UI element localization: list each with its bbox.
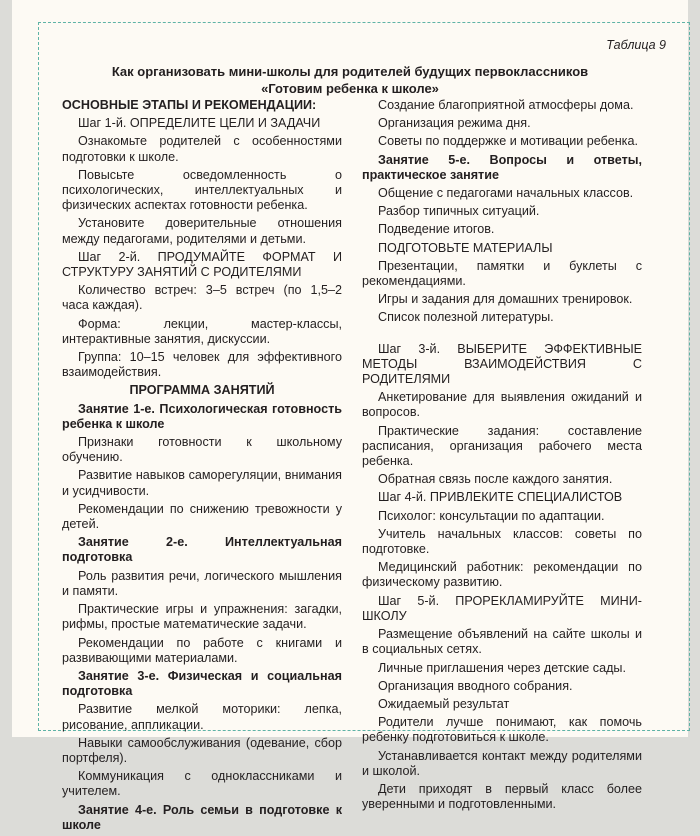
paragraph: Развитие мелкой моторики: лепка, рисование, аппликации.: [62, 702, 342, 732]
paragraph: Устанавливается контакт между родителями и школой.: [362, 748, 642, 778]
section-heading: ОСНОВНЫЕ ЭТАПЫ И РЕКОМЕНДАЦИИ:: [62, 98, 317, 112]
paragraph: Игры и задания для домашних тренировок.: [378, 292, 633, 307]
paragraph: Психолог: консультации по адаптации.: [378, 508, 605, 523]
table-title: [44, 63, 656, 97]
paragraph: Количество встреч: 3–5 встреч (по 1,5–2 часа каждая).: [62, 283, 342, 313]
paragraph: Установите доверительные отношения между педагогами, родителями и детьми.: [62, 216, 342, 246]
paragraph: Шаг 4-й. ПРИВЛЕКИТЕ СПЕЦИАЛИСТОВ: [378, 490, 623, 505]
paragraph: Развитие навыков саморегуляции, внимания и усидчивости.: [62, 468, 342, 498]
title-line-2: «Готовим ребенка к школе»: [261, 81, 439, 96]
paragraph: Личные приглашения через детские сады.: [378, 660, 626, 675]
paragraph: Шаг 2-й. ПРОДУМАЙТЕ ФОРМАТ И СТРУКТУРУ ЗАНЯТИЙ С РОДИТЕЛЯМИ: [62, 249, 342, 280]
paragraph: Родители лучше понимают, как помочь ребенку подготовиться к школе.: [362, 715, 642, 745]
paragraph: Обратная связь после каждого занятия.: [378, 472, 613, 487]
lesson-heading: Занятие 5-е. Вопросы и ответы, практическое занятие: [362, 152, 642, 182]
paragraph: Повысьте осведомленность о психологических, интеллектуальных и физических аспектах готовности ребенка.: [62, 167, 342, 213]
paragraph: Шаг 3-й. ВЫБЕРИТЕ ЭФФЕКТИВНЫЕ МЕТОДЫ ВЗАИМОДЕЙСТВИЯ С РОДИТЕЛЯМИ: [362, 341, 642, 387]
paragraph: Общение с педагогами начальных классов.: [378, 186, 634, 201]
paragraph: Размещение объявлений на сайте школы и в социальных сетях.: [362, 627, 642, 657]
paragraph: Организация вводного собрания.: [378, 678, 573, 693]
paragraph: Шаг 5-й. ПРОРЕКЛАМИРУЙТЕ МИНИ-ШКОЛУ: [362, 593, 642, 623]
paragraph: Список полезной литературы.: [378, 310, 554, 325]
right-column: [362, 98, 642, 815]
paragraph: Группа: 10–15 человек для эффективного взаимодействия.: [62, 350, 342, 380]
paragraph: Практические игры и упражнения: загадки, рифмы, простые математические задачи.: [62, 602, 342, 632]
paragraph: Роль развития речи, логического мышления и памяти.: [62, 568, 342, 598]
paragraph: Форма: лекции, мастер-классы, интерактивные занятия, дискуссии.: [62, 316, 342, 346]
paragraph: Коммуникация с одноклассниками и учителем.: [62, 769, 342, 799]
paragraph: Организация режима дня.: [378, 116, 531, 131]
paragraph: Разбор типичных ситуаций.: [378, 204, 540, 219]
paragraph: ПОДГОТОВЬТЕ МАТЕРИАЛЫ: [378, 240, 553, 255]
paragraph: Медицинский работник: рекомендации по физическому развитию.: [362, 560, 642, 590]
paragraph: Учитель начальных классов: советы по подготовке.: [362, 526, 642, 557]
lesson-heading: Занятие 3-е. Физическая и социальная подготовка: [62, 668, 342, 699]
paragraph: Практические задания: составление расписания, организация рабочего места ребенка.: [362, 423, 642, 469]
paragraph: Ожидаемый результат: [378, 696, 510, 711]
paragraph: Признаки готовности к школьному обучению.: [62, 435, 342, 465]
paragraph: Создание благоприятной атмосферы дома.: [378, 98, 634, 112]
paragraph: Подведение итогов.: [378, 222, 495, 237]
paragraph: Ознакомьте родителей с особенностями подготовки к школе.: [62, 134, 342, 164]
lesson-heading: Занятие 1-е. Психологическая готовность ребенка к школе: [62, 401, 342, 431]
paragraph: Анкетирование для выявления ожиданий и вопросов.: [362, 390, 642, 420]
title-line-1: Как организовать мини-школы для родителей будущих первоклассников: [111, 64, 589, 79]
paragraph: Советы по поддержке и мотивации ребенка.: [378, 134, 638, 149]
paragraph: Шаг 1-й. ОПРЕДЕЛИТЕ ЦЕЛИ И ЗАДАЧИ: [78, 116, 321, 131]
paragraph: Навыки самообслуживания (одевание, сбор портфеля).: [62, 735, 342, 765]
lesson-heading: Занятие 4-е. Роль семьи в подготовке к школе: [62, 802, 342, 832]
section-heading: ПРОГРАММА ЗАНЯТИЙ: [129, 383, 275, 398]
paragraph: Рекомендации по работе с книгами и развивающими материалами.: [62, 635, 342, 665]
paragraph: Дети приходят в первый класс более уверенными и подготовленными.: [362, 781, 642, 812]
paragraph: Рекомендации по снижению тревожности у детей.: [62, 501, 342, 532]
lesson-heading: Занятие 2-е. Интеллектуальная подготовка: [62, 535, 342, 565]
table-number: Таблица 9: [606, 38, 666, 52]
left-column: [62, 98, 342, 836]
paragraph: Презентации, памятки и буклеты с рекомендациями.: [362, 258, 642, 289]
